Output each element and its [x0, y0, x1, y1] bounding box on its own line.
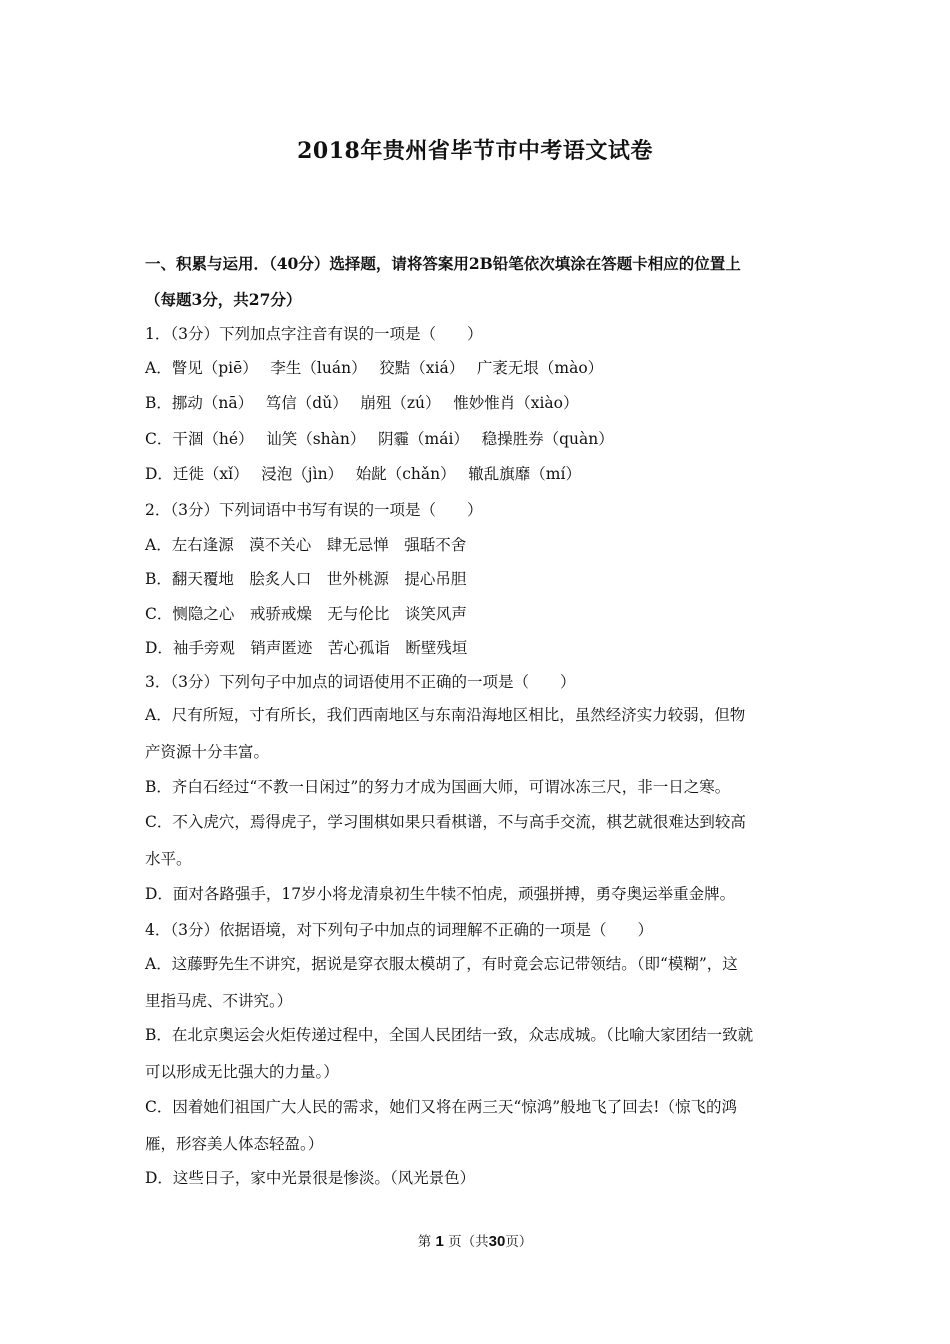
question-1-option-a: A．瞥见（piē） 李生（luán） 狡黠（xiá） 广袤无垠（mào）: [145, 359, 604, 377]
question-4-option-b: B．在北京奥运会火炬传递过程中，全国人民团结一致，众志成城。（比喻大家团结一致就: [145, 1026, 754, 1044]
question-3-option-a-cont: 产资源十分丰富。: [145, 743, 270, 761]
footer-page-number: 1: [435, 1233, 444, 1250]
question-2-option-a: A．左右逢源 漠不关心 肆无忌惮 强聒不舍: [145, 536, 467, 554]
question-2-option-c: C．恻隐之心 戒骄戒燥 无与伦比 谈笑风声: [145, 605, 467, 623]
question-3-option-c: C．不入虎穴，焉得虎子，学习围棋如果只看棋谱，不与高手交流，棋艺就很难达到较高: [145, 813, 746, 831]
question-3-option-d: D．面对各路强手，17岁小将龙清泉初生牛犊不怕虎，顽强拼搏，勇夺奥运举重金牌。: [145, 885, 736, 903]
question-4-option-c: C．因着她们祖国广大人民的需求，她们又将在两三天“惊鸿”般地飞了回去!（惊飞的鸿: [145, 1098, 737, 1116]
question-3-stem: 3．（3分）下列句子中加点的词语使用不正确的一项是（ ）: [145, 673, 576, 691]
footer-prefix: 第: [417, 1234, 432, 1250]
question-2-option-d: D．袖手旁观 销声匿迹 苦心孤诣 断壁残垣: [145, 639, 468, 657]
question-2-stem: 2．（3分）下列词语中书写有误的一项是（ ）: [145, 501, 483, 519]
footer-total-pages: 30: [488, 1233, 506, 1250]
footer-middle: 页（共: [448, 1234, 489, 1250]
page-title: 2018年贵州省毕节市中考语文试卷: [297, 138, 653, 164]
question-3-option-b: B．齐白石经过“不教一日闲过”的努力才成为国画大师，可谓冰冻三尺，非一日之寒。: [145, 778, 731, 796]
question-4-option-d: D．这些日子，家中光景很是惨淡。（风光景色）: [145, 1169, 476, 1187]
question-3-option-a: A．尺有所短，寸有所长，我们西南地区与东南沿海地区相比，虽然经济实力较弱，但物: [145, 706, 746, 724]
question-1-option-d: D．迁徙（xǐ） 浸泡（jìn） 始龀（chǎn） 辙乱旗靡（mí）: [145, 465, 581, 483]
question-1-option-b: B．挪动（nā） 笃信（dǔ） 崩殂（zú） 惟妙惟肖（xiào）: [145, 394, 579, 412]
footer-suffix: 页）: [505, 1234, 533, 1250]
question-4-option-b-cont: 可以形成无比强大的力量。）: [145, 1063, 339, 1081]
question-2-option-b: B．翻天覆地 脍炙人口 世外桃源 提心吊胆: [145, 570, 467, 588]
question-1-option-c: C．干涸（hé） 讪笑（shàn） 阴霾（mái） 稳操胜券（quàn）: [145, 430, 614, 448]
section-heading: 一、积累与运用．（40分）选择题，请将答案用2B铅笔依次填涂在答题卡相应的位置上: [145, 254, 741, 273]
section-heading-note: （每题3分，共27分）: [145, 290, 302, 309]
question-4-option-a: A．这藤野先生不讲究，据说是穿衣服太模胡了，有时竟会忘记带领结。（即“模糊”，这: [145, 955, 738, 973]
page-footer: [0, 1230, 950, 1250]
question-3-option-c-cont: 水平。: [145, 850, 192, 868]
question-1-stem: 1．（3分）下列加点字注音有误的一项是（ ）: [145, 325, 483, 343]
question-4-option-c-cont: 雁，形容美人体态轻盈。）: [145, 1135, 324, 1153]
question-4-option-a-cont: 里指马虎、不讲究。）: [145, 992, 293, 1010]
question-4-stem: 4．（3分）依据语境，对下列句子中加点的词理解不正确的一项是（ ）: [145, 921, 653, 939]
